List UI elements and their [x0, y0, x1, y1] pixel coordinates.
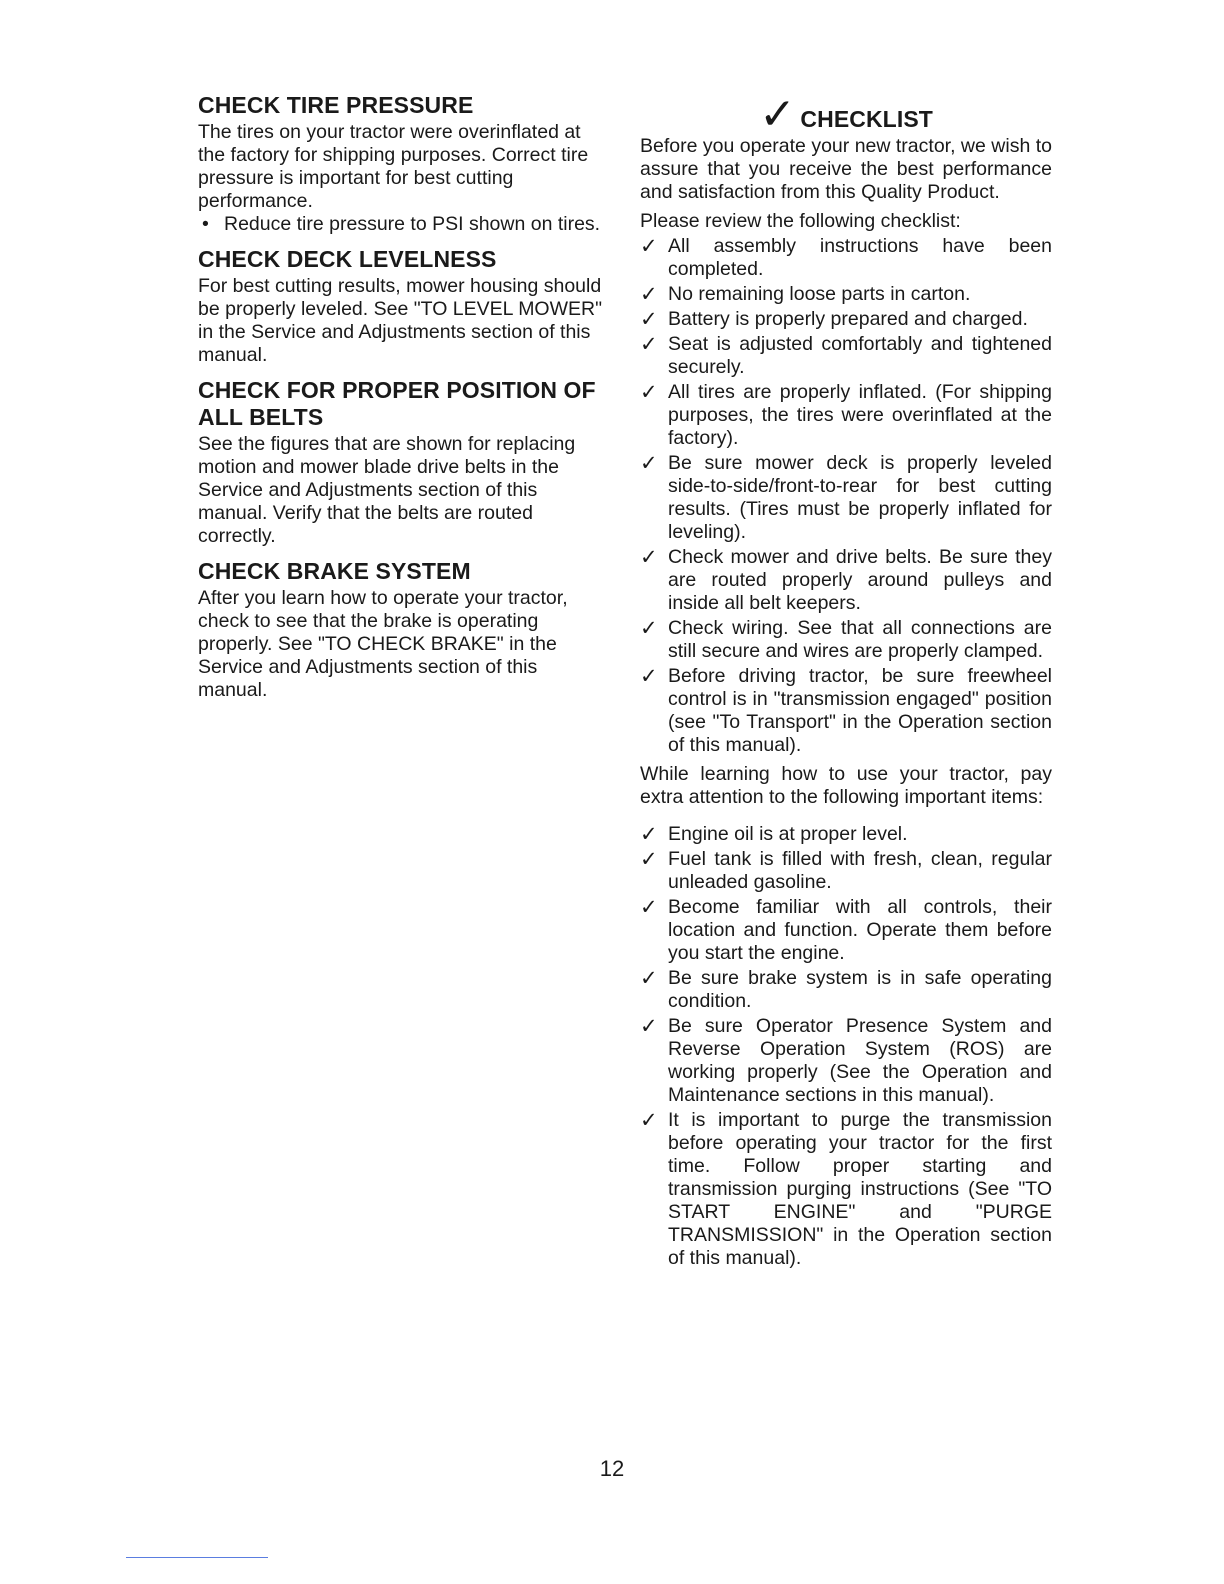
checkmark-icon: ✓: [640, 617, 658, 640]
important-items-list: [640, 823, 1052, 1270]
checkmark-icon: ✓: [640, 848, 658, 871]
checklist-item: ✓ All tires are properly inflated. (For shipping purposes, the tires were overinflated at the factory).: [640, 381, 1052, 449]
checklist-item: ✓ All assembly instructions have been completed.: [640, 235, 1052, 280]
important-item: ✓ It is important to purge the transmission before operating your tractor for the first time. Follow proper starting and transmission purging instructions (See "TO START ENGINE" and "PURGE TRANSMISSION" in the Operation section of this manual).: [640, 1109, 1052, 1269]
right-column: [640, 92, 1052, 1270]
checklist-item: ✓ Check wiring. See that all connections are still secure and wires are properly clamped.: [640, 617, 1052, 662]
checkmark-icon: ✓: [640, 333, 658, 356]
section-heading: CHECK BRAKE SYSTEM: [198, 558, 471, 584]
section-heading: CHECK FOR PROPER POSITION OF ALL BELTS: [198, 377, 596, 430]
checklist-item: ✓ Check mower and drive belts. Be sure they are routed properly around pulleys and inside all belt keepers.: [640, 546, 1052, 614]
section-body: The tires on your tractor were overinflated at the factory for shipping purposes. Correct tire pressure is important for best cutting performance.: [198, 121, 589, 212]
checklist-header: [640, 90, 1052, 139]
checkmark-icon: ✓: [640, 283, 658, 306]
checkmark-icon: ✓: [759, 90, 796, 139]
important-item: ✓ Be sure brake system is in safe operating condition.: [640, 967, 1052, 1012]
important-item: ✓ Fuel tank is filled with fresh, clean, regular unleaded gasoline.: [640, 848, 1052, 893]
checkmark-icon: ✓: [640, 235, 658, 258]
checkmark-icon: ✓: [640, 665, 658, 688]
section-tire-pressure: [198, 92, 603, 236]
left-column: [198, 92, 603, 712]
checklist-item: ✓ Seat is adjusted comfortably and tightened securely.: [640, 333, 1052, 378]
checkmark-icon: ✓: [640, 1015, 658, 1038]
checkmark-icon: ✓: [640, 823, 658, 846]
checkmark-icon: ✓: [640, 308, 658, 331]
bullet-dot-icon: •: [202, 213, 209, 235]
section-body: After you learn how to operate your tractor, check to see that the brake is operating properly. See "TO CHECK BRAKE" in the Service and Adjustments section of this manual.: [198, 587, 568, 701]
checkmark-icon: ✓: [640, 896, 658, 919]
section-deck-levelness: [198, 246, 603, 367]
checklist-intro: Before you operate your new tractor, we wish to assure that you receive the best performance and satisfaction from this Quality Product.: [640, 135, 1052, 203]
footer-rule: [126, 1557, 268, 1558]
important-item: ✓ Become familiar with all controls, their location and function. Operate them before you start the engine.: [640, 896, 1052, 964]
important-item: ✓ Be sure Operator Presence System and Reverse Operation System (ROS) are working properly (See the Operation and Maintenance sections in this manual).: [640, 1015, 1052, 1106]
checkmark-icon: ✓: [640, 452, 658, 475]
section-heading: CHECK TIRE PRESSURE: [198, 92, 474, 118]
bullet-item: [198, 213, 603, 236]
important-item: ✓ Engine oil is at proper level.: [640, 823, 908, 846]
checkmark-icon: ✓: [640, 381, 658, 404]
bullet-text: Reduce tire pressure to PSI shown on tires.: [224, 213, 601, 235]
section-brake-system: [198, 558, 603, 702]
checklist: [640, 235, 1052, 757]
section-belts: [198, 377, 603, 548]
checkmark-icon: ✓: [640, 967, 658, 990]
review-text: Please review the following checklist:: [640, 210, 961, 232]
section-body: For best cutting results, mower housing should be properly leveled. See "TO LEVEL MOWER" in the Service and Adjustments section of this manual.: [198, 275, 603, 366]
page-number: 12: [599, 1456, 625, 1481]
while-learning-text: While learning how to use your tractor, pay extra attention to the following important items:: [640, 763, 1052, 808]
section-body: See the figures that are shown for replacing motion and mower blade drive belts in the Service and Adjustments section of this manual. Verify that the belts are routed correctly.: [198, 433, 576, 547]
checklist-item: ✓ Before driving tractor, be sure freewheel control is in "transmission engaged" position (see "To Transport" in the Operation section of this manual).: [640, 665, 1052, 756]
section-heading: CHECK DECK LEVELNESS: [198, 246, 497, 272]
checkmark-icon: ✓: [640, 546, 658, 569]
checkmark-icon: ✓: [640, 1109, 658, 1132]
checklist-title: CHECKLIST: [800, 106, 933, 132]
checklist-item: ✓ Be sure mower deck is properly leveled side-to-side/front-to-rear for best cutting results. (Tires must be properly inflated for leveling).: [640, 452, 1052, 543]
checklist-item: ✓ Battery is properly prepared and charged.: [640, 308, 1028, 331]
checklist-item: ✓ No remaining loose parts in carton.: [640, 283, 971, 306]
